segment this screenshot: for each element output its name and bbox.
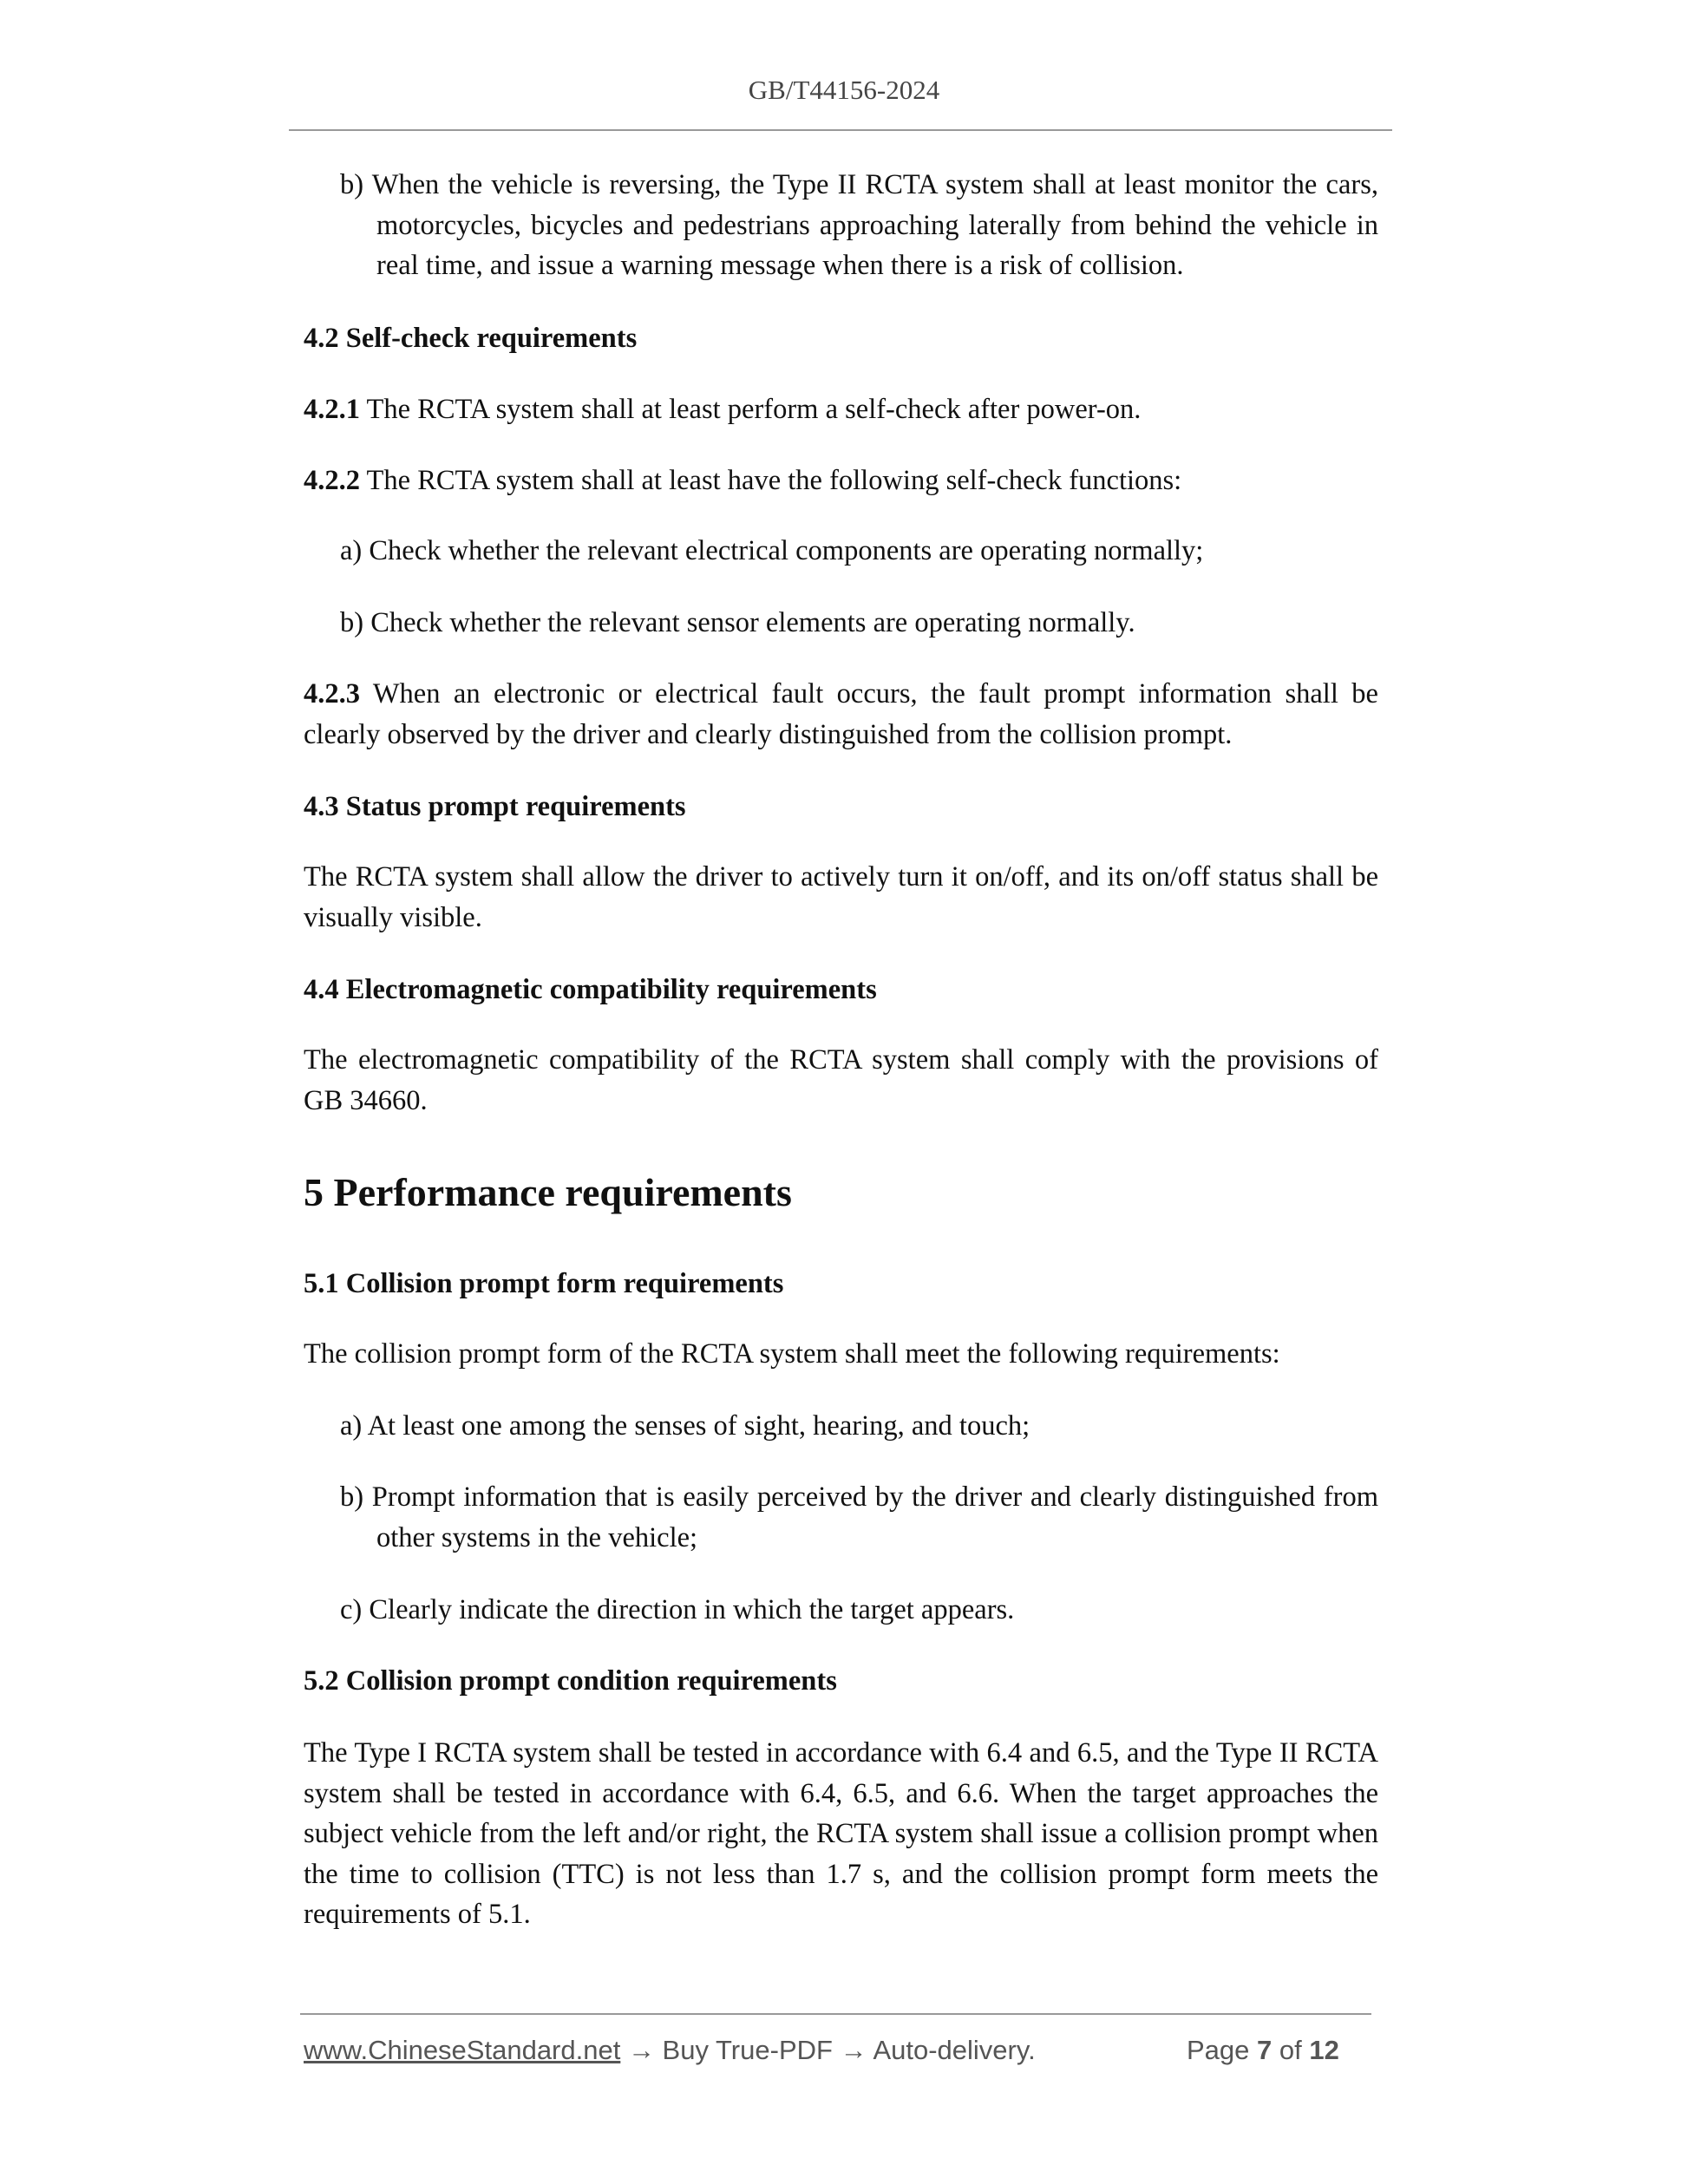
paragraph-4-3: The RCTA system shall allow the driver to actively turn it on/off, and its on/off status shall be visually visible. (304, 861, 1378, 933)
paragraph-5-2: The Type I RCTA system shall be tested in accordance with 6.4 and 6.5, and the Type II RCTA system shall be tested in accordance with 6.4, 6.5, and 6.6. When the target approaches the subject vehicle from the left and/or right, the RCTA system shall issue a collision prompt when the time to collision (TTC) is not less than 1.7 s, and the collision prompt form meets the requirements of 5.1. (304, 1737, 1378, 1930)
section-heading-4-2: 4.2 Self-check requirements (304, 323, 638, 354)
paragraph-4-4: The electromagnetic compatibility of the RCTA system shall comply with the provisions of GB 34660. (304, 1044, 1378, 1116)
page-number: 7 (1257, 2035, 1273, 2065)
footer-promo (304, 2035, 1036, 2066)
clause-text: The RCTA system shall at least have the following self-check functions: (360, 465, 1182, 496)
paragraph-5-1: The collision prompt form of the RCTA system shall meet the following requirements: (304, 1338, 1280, 1370)
clause-4-2-1 (304, 389, 1378, 430)
list-item-b-sensor: b) Check whether the relevant sensor elements are operating normally. (340, 607, 1135, 638)
list-item-a-senses: a) At least one among the senses of sight, hearing, and touch; (340, 1410, 1030, 1442)
chapter-heading-5: 5 Performance requirements (304, 1170, 792, 1214)
footer-divider (300, 2013, 1371, 2015)
clause-text: The RCTA system shall at least perform a self-check after power-on. (360, 394, 1142, 425)
section-heading-5-2: 5.2 Collision prompt condition requirements (304, 1665, 837, 1697)
clause-number: 4.2.1 (304, 394, 360, 425)
document-id-header: GB/T44156-2024 (748, 75, 940, 105)
list-item-b-prompt-info: b) Prompt information that is easily perceived by the driver and clearly distinguished from other systems in the vehicle; (340, 1481, 1378, 1553)
page-label: Page (1187, 2035, 1258, 2065)
clause-4-2-2 (304, 461, 1378, 501)
chinesestandard-link[interactable]: www.ChineseStandard.net (304, 2035, 621, 2065)
header-divider (289, 129, 1392, 131)
section-heading-4-4: 4.4 Electromagnetic compatibility requirements (304, 974, 877, 1005)
footer-tagline: → Buy True-PDF → Auto-delivery. (620, 2035, 1036, 2065)
clause-number: 4.2.3 (304, 678, 360, 709)
of-label: of (1272, 2035, 1310, 2065)
page-total: 12 (1309, 2035, 1339, 2065)
clause-text: When an electronic or electrical fault occurs, the fault prompt information shall be clearly observed by the driver and clearly distinguished from the collision prompt. (304, 678, 1378, 750)
clause-4-2-3 (304, 674, 1378, 755)
section-heading-5-1: 5.1 Collision prompt form requirements (304, 1268, 784, 1299)
page-indicator (1187, 2035, 1339, 2066)
list-item-b-monitoring: b) When the vehicle is reversing, the Type II RCTA system shall at least monitor the cars, motorcycles, bicycles and pedestrians approaching laterally from behind the vehicle in real time, and issue a warning message when there is a risk of collision. (340, 169, 1378, 281)
list-item-a-electrical: a) Check whether the relevant electrical components are operating normally; (340, 535, 1204, 566)
section-heading-4-3: 4.3 Status prompt requirements (304, 791, 686, 822)
clause-number: 4.2.2 (304, 465, 360, 496)
list-item-c-direction: c) Clearly indicate the direction in which the target appears. (340, 1594, 1015, 1625)
